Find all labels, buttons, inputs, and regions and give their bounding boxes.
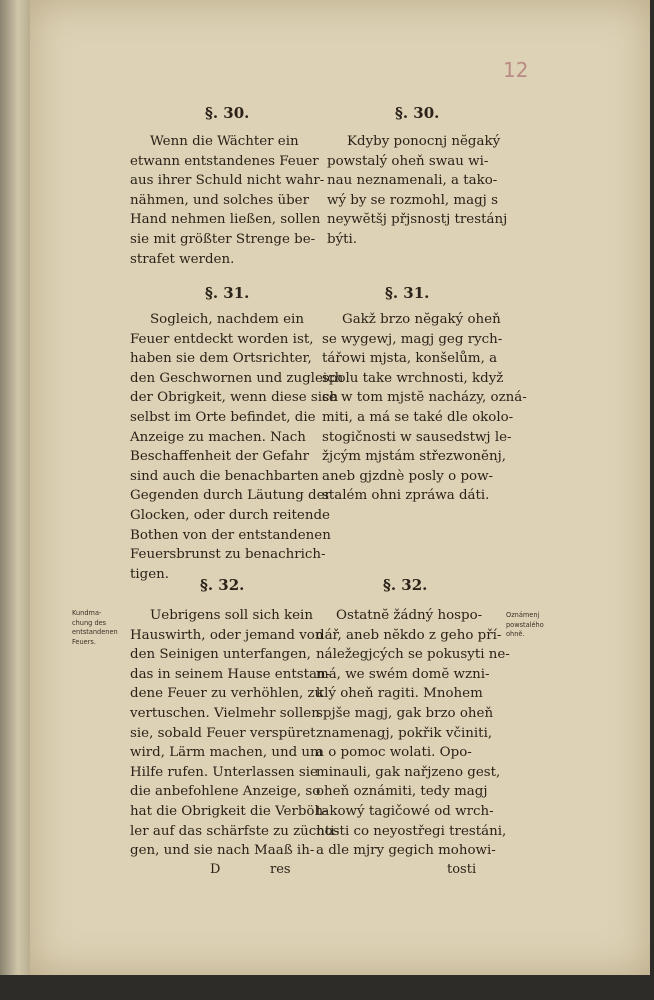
text-line: dene Feuer zu verhöhlen, zu <box>130 686 324 702</box>
section-heading-de: §. 31. <box>205 284 250 302</box>
text-line: takowý tagičowé od wrch- <box>316 803 494 819</box>
text-line: sie, sobald Feuer verspüret <box>130 725 316 741</box>
binding-edge <box>0 0 30 1000</box>
text-line: náležegjcých se pokusyti ne- <box>316 647 510 663</box>
text-line: aus ihrer Schuld nicht wahr- <box>130 173 325 189</box>
text-line: gen, und sie nach Maaß ih- <box>130 843 315 859</box>
margin-line: chung des <box>72 618 107 627</box>
text-line: powstalý oheň swau wi- <box>327 153 489 169</box>
text-line: tigen. <box>130 566 170 582</box>
text-line: Feuer entdeckt worden ist, <box>130 331 314 347</box>
signature-mark: D <box>210 862 221 877</box>
margin-line: ohnĕ. <box>506 630 525 638</box>
text-line: sind auch die benachbarten <box>130 468 319 484</box>
page-number: 12 <box>503 58 529 82</box>
text-line: oheň oznámiti, tedy magj <box>316 784 488 800</box>
text-line: nau neznamenali, a tako- <box>327 173 498 189</box>
section-heading-cs: §. 30. <box>395 104 440 122</box>
scan-border <box>650 0 654 1000</box>
text-line: vertuschen. Vielmehr sollen <box>130 705 320 721</box>
text-line: stalém ohni zpráwa dáti. <box>322 488 490 504</box>
text-line: býti. <box>327 231 358 247</box>
text-line: das in seinem Hause entstan- <box>130 666 331 682</box>
text-line: haben sie dem Ortsrichter, <box>130 351 312 367</box>
text-line: wird, Lärm machen, und um <box>130 745 323 761</box>
text-line: Hauswirth, oder jemand von <box>130 627 324 643</box>
czech-paragraph <box>322 310 527 506</box>
text-line: strafet werden. <box>130 251 235 267</box>
text-line: má, we swém domĕ wzni- <box>316 666 490 682</box>
text-line: Feuersbrunst zu benachrich- <box>130 547 326 563</box>
text-line: miti, a má se také dle okolo- <box>322 409 514 425</box>
text-line: wý by se rozmohl, magj s <box>327 192 498 208</box>
text-line: Bothen von der entstandenen <box>130 527 331 543</box>
text-line: den Seinigen unterfangen, <box>130 647 311 663</box>
text-line: hat die Obrigkeit die Verböh- <box>130 803 328 819</box>
text-line: ler auf das schärfste zu züchti- <box>130 823 340 839</box>
catchword-de: res <box>270 862 291 877</box>
text-line: nosti co neyostřegi trestáni, <box>316 823 507 839</box>
margin-line: Feuers. <box>72 637 96 646</box>
text-line: neywĕtšj přjsnostj trestánj <box>327 212 508 228</box>
margin-note-cs <box>506 611 544 640</box>
text-line: Hand nehmen ließen, sollen <box>130 212 321 228</box>
text-line: der Obrigkeit, wenn diese sich <box>130 390 339 406</box>
text-line: sie mit größter Strenge be- <box>130 231 316 247</box>
text-line: tářowi mjsta, konšelům, a <box>322 351 498 367</box>
german-paragraph <box>130 310 343 584</box>
czech-paragraph <box>316 606 510 861</box>
margin-line: Oznámenj <box>506 611 540 619</box>
text-line: Anzeige zu machen. Nach <box>130 429 306 445</box>
text-line: klý oheň ragiti. Mnohem <box>316 686 483 702</box>
text-line: aneb gjzdnè posly o pow- <box>322 468 494 484</box>
text-line: etwann entstandenes Feuer <box>130 153 319 169</box>
catchword-cs: tosti <box>447 862 477 877</box>
margin-note-de <box>72 609 118 647</box>
text-line: žjcým mjstám střezwonĕnj, <box>322 449 507 465</box>
text-line: dář, aneb nĕkdo z geho pří- <box>316 627 502 643</box>
text-line: selbst im Orte befindet, die <box>130 409 316 425</box>
text-line: se wygewj, magj geg rych- <box>322 331 503 347</box>
german-paragraph <box>130 606 339 861</box>
text-line: Beschaffenheit der Gefahr <box>130 449 310 465</box>
section-heading-de: §. 32. <box>200 576 245 594</box>
text-line: a dle mjry gegich mohowi- <box>316 843 496 859</box>
margin-line: Kundma- <box>72 609 102 617</box>
text-line: minauli, gak nařjzeno gest, <box>316 764 501 780</box>
text-line: stogičnosti w sausedstwj le- <box>322 429 512 445</box>
text-line: Glocken, oder durch reitende <box>130 507 330 523</box>
section-heading-cs: §. 32. <box>383 576 428 594</box>
margin-line: entstandenen <box>72 628 118 636</box>
text-line: spolu take wrchnosti, když <box>322 370 504 386</box>
czech-paragraph <box>327 132 507 250</box>
text-line: Sogleich, nachdem ein <box>150 312 304 327</box>
scan-border-bottom <box>0 975 654 1000</box>
text-line: Kdyby ponocnj nĕgaký <box>347 134 501 149</box>
section-heading-cs: §. 31. <box>385 284 430 302</box>
text-line: Gegenden durch Läutung der <box>130 488 331 504</box>
text-line: Uebrigens soll sich kein <box>150 608 313 623</box>
text-line: a o pomoc wolati. Opo- <box>316 745 472 761</box>
text-line: die anbefohlene Anzeige, so <box>130 784 321 800</box>
text-line: den Geschwornen und zugleich <box>130 370 344 386</box>
text-line: spjše magj, gak brzo oheň <box>316 705 494 721</box>
text-line: se w tom mjstĕ nacházy, ozná- <box>322 390 527 406</box>
text-line: Gakž brzo nĕgaký oheň <box>342 312 501 327</box>
text-line: nähmen, und solches über <box>130 192 309 208</box>
margin-line: powstalého <box>506 620 544 629</box>
german-paragraph <box>130 132 324 269</box>
text-line: Hilfe rufen. Unterlassen sie <box>130 764 318 780</box>
section-heading-de: §. 30. <box>205 104 250 122</box>
text-line: Ostatnĕ žádný hospo- <box>336 608 483 623</box>
text-line: Wenn die Wächter ein <box>150 134 299 149</box>
text-line: znamenagj, pokřik včiniti, <box>316 725 493 741</box>
